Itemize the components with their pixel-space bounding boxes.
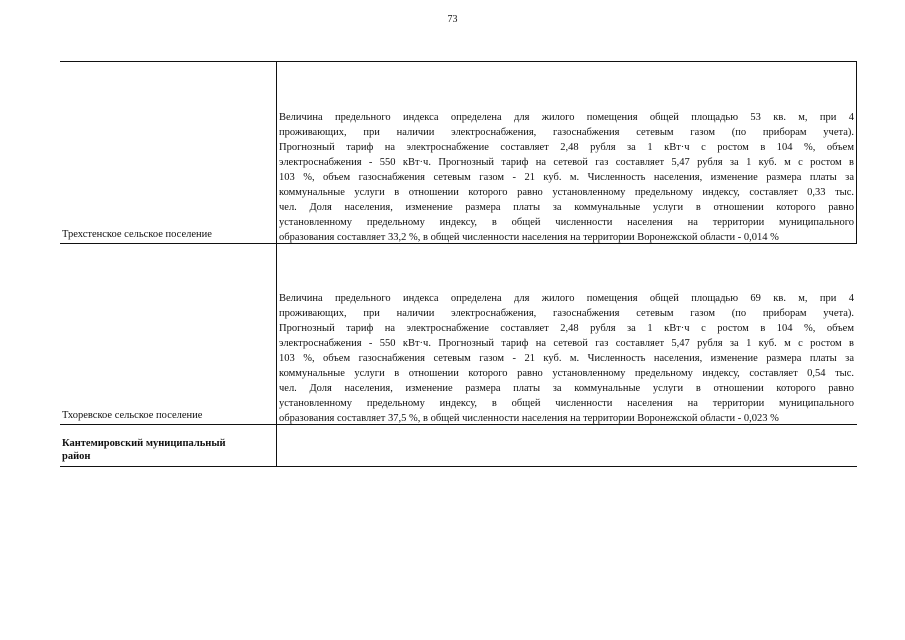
description-line: чел. Доля населения, изменение размера платы за коммунальные услуги в отношении которого равно — [279, 383, 854, 394]
description-line: Прогнозный тариф на электроснабжение составляет 2,48 рубля за 1 кВт·ч с ростом в 104 %, объем — [279, 142, 854, 153]
settlement-description — [279, 110, 854, 245]
description-line: Величина предельного индекса определена для жилого помещения общей площадью 69 кв. м, при 4 — [279, 293, 854, 304]
description-line: проживающих, при наличии электроснабжения, газоснабжения сетевым газом (по приборам учета). — [279, 308, 854, 319]
description-line: Прогнозный тариф на электроснабжение составляет 2,48 рубля за 1 кВт·ч с ростом в 104 %, объем — [279, 323, 854, 334]
description-line: установленному предельному индексу, в общей численности населения на территории муниципального — [279, 398, 854, 409]
description-line: коммунальные услуги в отношении которого равно установленному предельному индексу, составляет 0,33 тыс. — [279, 187, 854, 198]
description-line: электроснабжения - 550 кВт·ч. Прогнозный тариф на сетевой газ составляет 5,47 рубля за 1 куб. м с ростом в — [279, 157, 854, 168]
description-line: образования составляет 33,2 %, в общей численности населения на территории Воронежской области - 0,014 % — [279, 232, 779, 243]
description-line: установленному предельному индексу, в общей численности населения на территории муниципального — [279, 217, 854, 228]
description-line: электроснабжения - 550 кВт·ч. Прогнозный тариф на сетевой газ составляет 5,47 рубля за 1 куб. м с ростом в — [279, 338, 854, 349]
description-line: Величина предельного индекса определена для жилого помещения общей площадью 53 кв. м, при 4 — [279, 112, 854, 123]
district-header-line: район — [62, 451, 91, 462]
description-line: чел. Доля населения, изменение размера платы за коммунальные услуги в отношении которого равно — [279, 202, 854, 213]
description-line: проживающих, при наличии электроснабжения, газоснабжения сетевым газом (по приборам учета). — [279, 127, 854, 138]
description-line: коммунальные услуги в отношении которого равно установленному предельному индексу, составляет 0,54 тыс. — [279, 368, 854, 379]
table-top-border — [60, 61, 857, 62]
table-bottom-border — [60, 466, 857, 467]
district-header-line: Кантемировский муниципальный — [62, 438, 226, 449]
settlement-description — [279, 291, 854, 426]
settlement-name: Трехстенское сельское поселение — [62, 229, 212, 240]
table-right-border-top — [856, 61, 857, 243]
settlement-name: Тхоревское сельское поселение — [62, 410, 203, 421]
description-line: 103 %, объем газоснабжения сетевым газом - 21 куб. м. Численность населения, изменение размера платы за — [279, 172, 854, 183]
description-line: образования составляет 37,5 %, в общей численности населения на территории Воронежской области - 0,023 % — [279, 413, 779, 424]
description-line: 103 %, объем газоснабжения сетевым газом - 21 куб. м. Численность населения, изменение размера платы за — [279, 353, 854, 364]
district-header — [62, 437, 274, 463]
page-number: 73 — [447, 14, 458, 25]
column-divider — [276, 61, 277, 466]
